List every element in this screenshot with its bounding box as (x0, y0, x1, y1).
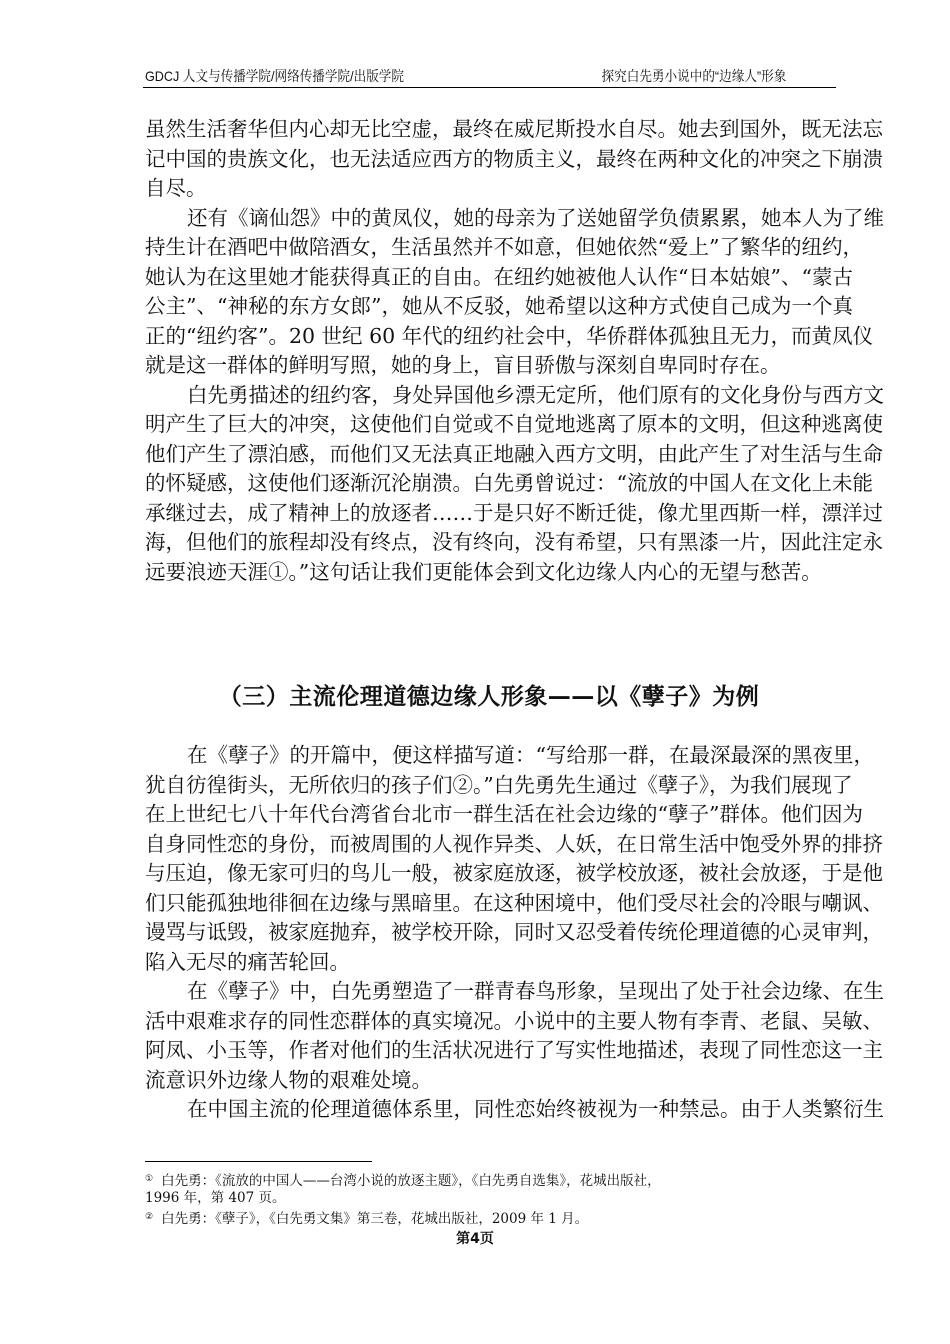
paragraph-line: 他们产生了漂泊感，而他们又无法真正地融入西方文明，由此产生了对生活与生命 (145, 441, 883, 466)
paragraph (145, 204, 884, 381)
paragraph-line: 承继过去，成了精神上的放逐者……于是只好不断迁徙，像尤里西斯一样，漂洋过 (145, 500, 883, 525)
paragraph-line: 远要浪迹天涯①。”这句话让我们更能体会到文化边缘人内心的无望与愁苦。 (145, 559, 822, 584)
section-heading: （三）主流伦理道德边缘人形象——以《孽子》为例 (218, 684, 760, 710)
paragraph-line: 白先勇描述的纽约客，身处异国他乡漂无定所，他们原有的文化身份与西方文 (187, 382, 884, 407)
paragraph (145, 115, 883, 204)
paragraph-line: 犹自彷徨街头，无所依归的孩子们②。”白先勇先生通过《孽子》，为我们展现了 (145, 772, 853, 797)
paragraph-line: 在《孽子》中，白先勇塑造了一群青春鸟形象，呈现出了处于社会边缘、在生 (187, 979, 884, 1003)
paragraph-line: 海，但他们的旅程却没有终点，没有终向，没有希望，只有黑漆一片，因此注定永 (145, 530, 883, 554)
body-section-a (145, 115, 884, 587)
paragraph-line: 们只能孤独地徘徊在边缘与黑暗里。在这种困境中，他们受尽社会的冷眼与嘲讽、 (145, 890, 883, 915)
paragraph-line: 正的“纽约客”。20 世纪 60 年代的纽约社会中，华侨群体孤独且无力，而黄凤仪 (145, 323, 874, 348)
paragraph-line: 她认为在这里她才能获得真正的自由。在纽约她被他人认作“日本姑娘”、“蒙古 (145, 264, 853, 289)
footnote-line (145, 1170, 835, 1189)
paragraph-line: 公主”、“神秘的东方女郎”，她从不反驳，她希望以这种方式使自己成为一个真 (145, 294, 853, 318)
page-header (143, 66, 836, 86)
footnote-marker: ② (145, 1212, 154, 1222)
paragraph-line: 活中艰难求存的同性恋群体的真实境况。小说中的主要人物有李青、老鼠、吴敏、 (145, 1008, 883, 1033)
paragraph-line: 记中国的贵族文化，也无法适应西方的物质主义，最终在两种文化的冲突之下崩溃 (145, 146, 883, 171)
page-number: 第4页 (456, 1231, 494, 1247)
paragraph-line: 在中国主流的伦理道德体系里，同性恋始终被视为一种禁忌。由于人类繁衍生 (187, 1097, 884, 1121)
paragraph-line: 在《孽子》的开篇中，便这样描写道：“写给那一群，在最深最深的黑夜里， (187, 743, 874, 767)
paragraph (145, 977, 884, 1095)
paragraph-line: 还有《谪仙怨》中的黄凤仪，她的母亲为了送她留学负债累累，她本人为了维 (187, 205, 884, 230)
footnote-line (145, 1208, 835, 1227)
paragraph-line: 与压迫，像无家可归的鸟儿一般，被家庭放逐，被学校放逐，被社会放逐，于是他 (145, 861, 883, 885)
footnote-marker: ① (145, 1174, 154, 1184)
paragraph-line: 持生计在酒吧中做陪酒女，生活虽然并不如意，但她依然“爱上”了繁华的纽约， (145, 235, 863, 259)
body-section-b (145, 741, 884, 1125)
footnote-rule (145, 1161, 372, 1162)
paragraph-line: 的怀疑感，这使他们逐渐沉沦崩溃。白先勇曾说过：“流放的中国人在文化上未能 (145, 471, 873, 495)
paragraph (145, 381, 884, 588)
paragraph-line: 自身同性恋的身份，而被周围的人视作异类、人妖，在日常生活中饱受外界的排挤 (145, 831, 883, 856)
paragraph-line: 陷入无尽的痛苦轮回。 (145, 949, 350, 974)
footnote-text: 白先勇：《流放的中国人——台湾小说的放逐主题》，《白先勇自选集》，花城出版社， (161, 1173, 661, 1189)
header-title: 探究白先勇小说中的“边缘人”形象 (601, 68, 786, 84)
paragraph-line: 流意识外边缘人物的艰难处境。 (145, 1067, 432, 1092)
paragraph (145, 1095, 884, 1125)
paragraph-line: 阿凤、小玉等，作者对他们的生活状况进行了写实性地描述，表现了同性恋这一主 (145, 1038, 883, 1062)
paragraph (145, 741, 883, 977)
paragraph-line: 在上世纪七八十年代台湾省台北市一群生活在社会边缘的“孽子”群体。他们因为 (145, 802, 863, 826)
paragraph-line: 虽然生活奢华但内心却无比空虚，最终在威尼斯投水自尽。她去到国外，既无法忘 (145, 117, 883, 141)
footnote-text: 白先勇：《孽子》，《白先勇文集》第三卷，花城出版社，2009 年 1 月。 (161, 1211, 589, 1227)
footnote-text: 1996 年，第 407 页。 (145, 1190, 286, 1206)
header-rule (143, 87, 836, 88)
paragraph-line: 就是这一群体的鲜明写照，她的身上，盲目骄傲与深刻自卑同时存在。 (145, 353, 781, 377)
footnote-line (145, 1189, 835, 1208)
paragraph-line: 自尽。 (145, 176, 207, 200)
paragraph-line: 明产生了巨大的冲突，这使他们自觉或不自觉地逃离了原本的文明，但这种逃离使 (145, 412, 883, 436)
footnotes (145, 1170, 835, 1227)
header-institution: GDCJ 人文与传播学院/网络传播学院/出版学院 (145, 68, 405, 84)
paragraph-line: 谩骂与诋毁，被家庭抛弃，被学校开除，同时又忍受着传统伦理道德的心灵审判， (145, 920, 883, 944)
